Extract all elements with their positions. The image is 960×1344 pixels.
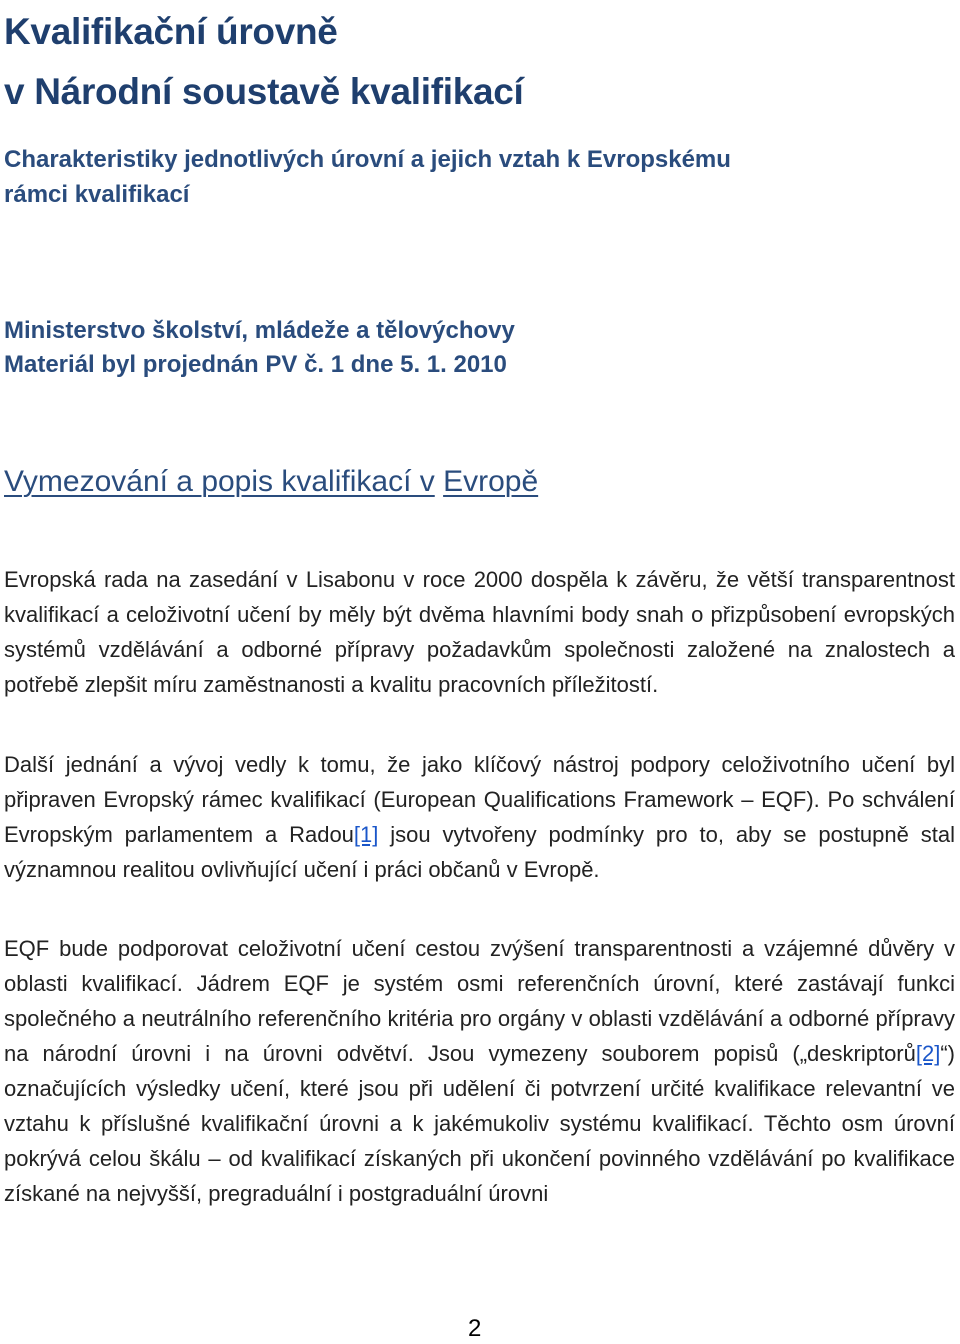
document-subtitle: Charakteristiky jednotlivých úrovní a jejich vztah k Evropskému rámci kvalifikací (4, 146, 731, 208)
page-number: 2 (468, 1315, 482, 1342)
section-heading-part-2: Evropě (443, 465, 539, 498)
paragraph-2-text-end: jsou vytvořeny podmínky pro to, aby se postupně stal významnou realitou ovlivňující učení i práci občanů v Evropě. (4, 822, 955, 882)
footnote-link-2[interactable]: [2] (915, 1041, 941, 1066)
paragraph-2 (4, 747, 955, 887)
paragraph-3-text-end: “) označujících výsledky učení, které jsou při udělení či potvrzení určité kvalifikace relevantní ve vztahu k příslušné kvalifikační úrovni a k jakémukoliv systému kvalifikací. Těchto osm úrovní pokrývá celou škálu – od kvalifikací získaných při ukončení povinného vzdělávání po kvalifikace získané na nejvyšší, pregraduální i postgraduální úrovni (4, 1041, 955, 1206)
ministry-block (4, 314, 515, 382)
paragraph-1: Evropská rada na zasedání v Lisabonu v roce 2000 dospěla k závěru, že větší transparentnost kvalifikací a celoživotní učení by měly být dvěma hlavními body snah o přizpůsobení evropských systémů vzdělávání a odborné přípravy požadavkům společnosti založené na znalostech a potřebě zlepšit míru zaměstnanosti a kvalitu pracovních příležitostí. (4, 567, 955, 697)
ministry-name: Ministerstvo školství, mládeže a tělovýchovy (4, 317, 515, 344)
section-heading-part-1: Vymezování a popis kvalifikací v (4, 465, 435, 498)
paragraph-3 (4, 931, 955, 1211)
footnote-link-1[interactable]: [1] (353, 822, 379, 847)
section-heading (4, 462, 538, 502)
paragraph-3-text-start: EQF bude podporovat celoživotní učení cestou zvýšení transparentnosti a vzájemné důvěry v oblasti kvalifikací. Jádrem EQF je systém osmi referenčních úrovní, které zastávají funkci společného a neutrálního referenčního kritéria pro orgány v oblasti vzdělávání a odborné přípravy na národní úrovni i na úrovni odvětví. Jsou vymezeny souborem popisů („deskriptorů (4, 936, 955, 1066)
title-line-1: Kvalifikační úrovně (4, 11, 338, 52)
paragraph-2-text-start: Další jednání a vývoj vedly k tomu, že jako klíčový nástroj podpory celoživotního učení byl připraven Evropský rámec kvalifikací (European Qualifications Framework – EQF). Po schválení Evropským parlamentem a Radou (4, 752, 955, 847)
approval-note: Materiál byl projednán PV č. 1 dne 5. 1. 2010 (4, 351, 507, 378)
document-title (4, 2, 524, 122)
title-line-2: v Národní soustavě kvalifikací (4, 71, 524, 112)
